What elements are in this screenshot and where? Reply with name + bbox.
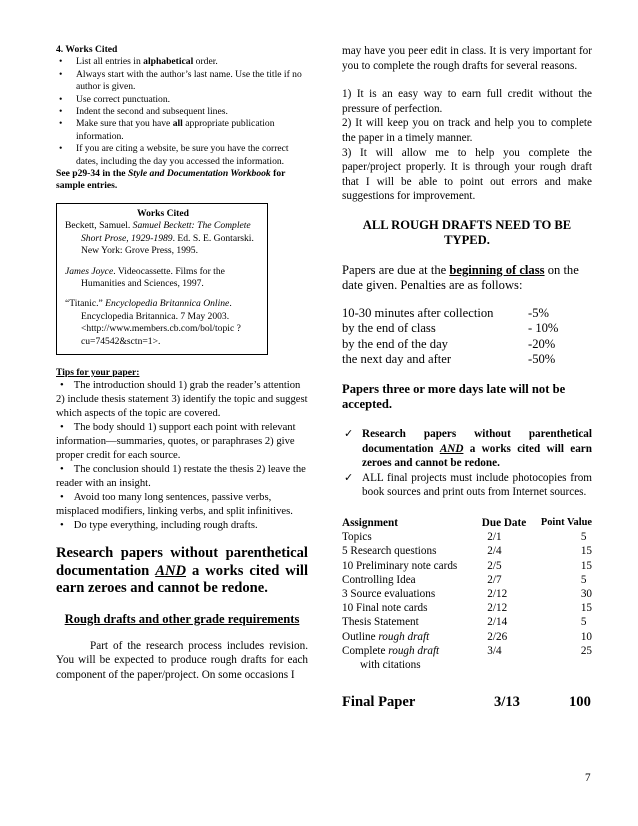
penalty-row: by the end of class - 10% xyxy=(342,321,559,336)
due-date: 2/4 xyxy=(487,545,502,558)
assignment-table xyxy=(342,516,592,530)
point-value: 15 xyxy=(580,559,592,572)
due-date: 2/1 xyxy=(487,531,502,544)
tips-list xyxy=(56,379,308,533)
column-header: Point Value xyxy=(540,516,592,528)
tip-item: • The conclusion should 1) restate the thesis 2) leave the reader with an insight. xyxy=(56,463,308,491)
point-value: 25 xyxy=(580,644,592,657)
assignment-name: Topics xyxy=(342,531,372,544)
assignment-rows xyxy=(342,530,592,672)
reasons-list xyxy=(342,87,592,204)
due-date: 2/12 xyxy=(487,587,508,600)
column-header: Due Date xyxy=(481,516,527,529)
assignment-name: 5 Research questions xyxy=(342,545,437,558)
table-row xyxy=(342,544,592,558)
right-column xyxy=(342,44,592,711)
citation-entry: Beckett, Samuel. Samuel Beckett: The Complete Short Prose, 1929-1989. Ed. S. E. Gontarski. New York: Grove Press, 1995. xyxy=(65,220,254,257)
works-cited-rules xyxy=(56,56,308,168)
final-paper-points: 100 xyxy=(569,694,591,711)
tip-item: • Do type everything, including rough drafts. xyxy=(56,519,308,533)
table-row xyxy=(342,530,592,544)
works-cited-heading: 4. Works Cited xyxy=(56,44,118,55)
column-header: Assignment xyxy=(342,516,398,529)
rough-drafts-paragraph: Part of the research process includes revision. You will be expected to produce rough drafts for each component of the paper/project. On some occasions I xyxy=(56,639,308,682)
penalty-row: 10-30 minutes after collection -5% xyxy=(342,305,549,320)
tip-item: • The introduction should 1) grab the reader’s attention 2) include thesis statement 3) identify the topic and suggest which aspects of the topic are covered. xyxy=(56,379,308,421)
assignment-name: Outline rough draft xyxy=(342,630,430,643)
due-date: 2/5 xyxy=(487,559,502,572)
point-value: 5 xyxy=(580,616,587,629)
see-workbook-note: See p29-34 in the Style and Documentation Workbook for sample entries. xyxy=(56,168,286,192)
works-cited-example-box xyxy=(56,203,268,355)
table-row xyxy=(342,644,592,672)
late-note: Papers three or more days late will not be accepted. xyxy=(342,381,566,412)
check-item: ✓ Research papers without parenthetical documentation AND a works cited will earn zeroes and cannot be redone. xyxy=(342,427,592,471)
table-row xyxy=(342,559,592,573)
assignment-name: Thesis Statement xyxy=(342,616,419,629)
example-box-title: Works Cited xyxy=(137,207,189,219)
table-row xyxy=(342,630,592,644)
point-value: 15 xyxy=(580,602,592,615)
left-column xyxy=(56,44,308,683)
assignment-name: 10 Preliminary note cards xyxy=(342,559,458,572)
tip-item: • Avoid too many long sentences, passive verbs, misplaced modifiers, linking verbs, and split infinitives. xyxy=(56,491,308,519)
requirements-checklist xyxy=(342,427,592,500)
table-row xyxy=(342,615,592,629)
reason-item: 1) It is an easy way to earn full credit without the pressure of perfection. xyxy=(342,88,592,115)
table-row xyxy=(342,587,592,601)
assignment-name: Complete rough draft with citations xyxy=(342,644,440,671)
due-paragraph: Papers are due at the beginning of class on the date given. Penalties are as follows: xyxy=(342,262,579,293)
rule-item: • If you are citing a website, be sure you have the correct dates, including the day you accessed the information. xyxy=(56,143,308,168)
rule-item: • Always start with the author’s last name. Use the title if no author is given. xyxy=(56,69,308,94)
assignment-name: Controlling Idea xyxy=(342,573,416,586)
penalty-row: the next day and after -50% xyxy=(342,352,556,367)
penalty-table xyxy=(342,306,592,368)
citation-entry: “Titanic.” Encyclopedia Britannica Online. Encyclopedia Britannica. 7 May 2003. <http://www.members.cb.com/bol/topic ?cu=74542&sctn=1>. xyxy=(65,298,241,347)
final-paper-label: Final Paper xyxy=(342,694,416,711)
point-value: 10 xyxy=(580,630,592,643)
due-date: 2/12 xyxy=(487,602,508,615)
due-date: 2/14 xyxy=(487,616,508,629)
reason-item: 2) It will keep you on track and help you to complete the paper in a timely manner. xyxy=(342,117,592,144)
rough-drafts-heading: Rough drafts and other grade requirements xyxy=(64,611,300,626)
point-value: 5 xyxy=(580,573,587,586)
no-documentation-warning: Research papers without parenthetical documentation AND a works cited will earn zeroes and cannot be redone. xyxy=(56,545,308,597)
point-value: 15 xyxy=(580,545,592,558)
point-value: 30 xyxy=(580,587,592,600)
table-header-row xyxy=(342,516,592,530)
peer-edit-paragraph: may have you peer edit in class. It is very important for you to complete the rough drafts for several reasons. xyxy=(342,45,592,72)
due-date: 2/7 xyxy=(487,573,502,586)
assignment-name: 3 Source evaluations xyxy=(342,587,436,600)
citation-entry: James Joyce. Videocassette. Films for the Humanities and Sciences, 1997. xyxy=(65,265,225,289)
rule-item: • Indent the second and subsequent lines. xyxy=(56,106,308,118)
assignment-name: 10 Final note cards xyxy=(342,602,428,615)
table-row xyxy=(342,573,592,587)
due-date: 3/4 xyxy=(487,644,502,657)
table-row xyxy=(342,601,592,615)
reason-item: 3) It will allow me to help you complete the paper/project properly. It is through your rough draft that I will be able to point out errors and make suggestions for improvement. xyxy=(342,146,592,203)
final-paper-row xyxy=(342,694,592,711)
page-number: 7 xyxy=(585,772,591,784)
rule-item: • List all entries in alphabetical order. xyxy=(56,56,308,68)
tips-heading: Tips for your paper: xyxy=(56,366,140,378)
typed-heading: ALL ROUGH DRAFTS NEED TO BE TYPED. xyxy=(362,217,572,248)
final-paper-due: 3/13 xyxy=(494,694,520,711)
point-value: 5 xyxy=(580,531,587,544)
rule-item: • Use correct punctuation. xyxy=(56,94,308,106)
due-date: 2/26 xyxy=(487,630,508,643)
tip-item: • The body should 1) support each point with relevant information—summaries, quotes, or paraphrases 2) give proper credit for each source. xyxy=(56,421,308,463)
rule-item: • Make sure that you have all appropriate publication information. xyxy=(56,118,308,143)
check-item: ✓ ALL final projects must include photocopies from book sources and print outs from Internet sources. xyxy=(342,471,592,500)
penalty-row: by the end of the day -20% xyxy=(342,336,556,351)
